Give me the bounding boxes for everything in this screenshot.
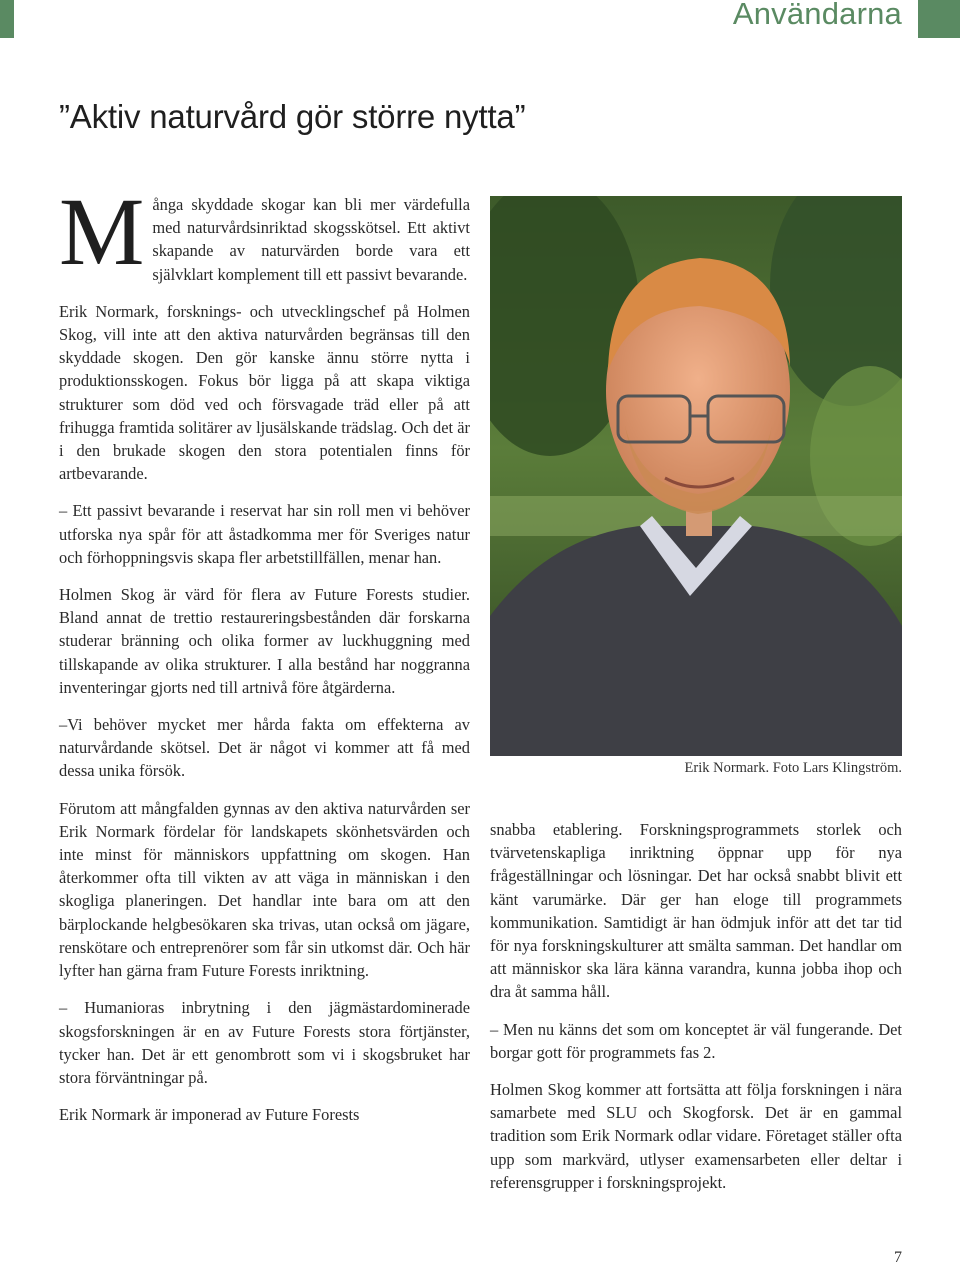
article-headline: ”Aktiv naturvård gör större nytta”: [59, 98, 526, 135]
body-paragraph: Erik Normark, forsknings- och utvecklingschef på Holmen Skog, vill inte att den aktiva naturvården begränsas till den skyddade skogen. Den gör kanske ännu större nytta i produktionsskogen. Fokus bör ligga på att skapa viktiga strukturer som död ved och försvagade träd eller på att frihugga framtida solitärer av ljusälskande trädslag. Och det är i den brukade skogen den stora potentialen finns för artbevarande.: [59, 301, 470, 484]
article-right-column: [490, 818, 902, 1208]
body-paragraph: Holmen Skog kommer att fortsätta att följa forskningen i nära samarbete med SLU och Skogforsk. Det är en gammal tradition som Erik Normark odlar vidare. Företaget ställer ofta upp som markvärd, utlyser examensarbeten eller deltar i referensgrupper i forskningsprojekt.: [490, 1080, 902, 1192]
article-left-column: [59, 178, 470, 1140]
body-paragraph: – Humanioras inbrytning i den jägmästardominerade skogsforskningen är en av Future Forests stora förtjänster, tycker han. Det är ett genombrott som vi i skogsbruket har stora förväntningar på.: [59, 998, 470, 1087]
section-header: Användarna: [732, 0, 902, 31]
body-paragraph: – Men nu känns det som om konceptet är väl fungerande. Det borgar gott för programmets fas 2.: [490, 1019, 902, 1062]
header-accent-bar-left: [0, 0, 14, 38]
photo-caption: Erik Normark. Foto Lars Klingström.: [684, 760, 902, 776]
page-number: 7: [894, 1249, 902, 1266]
intro-paragraph: [59, 178, 470, 286]
body-paragraph: –Vi behöver mycket mer hårda fakta om effekterna av naturvårdande skötsel. Det är något vi kommer att få med dessa unika försök.: [59, 715, 470, 781]
body-paragraph: Holmen Skog är värd för flera av Future Forests studier. Bland annat de trettio restaureringsbestånden där forskarna studerar bränning och olika former av luckhuggning med tillskapande av olika strukturer. I alla bestånd har noggranna inventeringar gjorts ned till artnivå före åtgärderna.: [59, 585, 470, 697]
intro-text: ånga skyddade skogar kan bli mer värdefulla med naturvårdsinriktad skogsskötsel. Ett aktivt skapande av naturvärden borde vara ett självklart komplement till ett passivt bevarande.: [152, 195, 470, 284]
drop-cap: M: [59, 178, 145, 285]
body-paragraph: Erik Normark är imponerad av Future Forests: [59, 1105, 360, 1125]
body-paragraph: – Ett passivt bevarande i reservat har sin roll men vi behöver utforska nya spår för att åstadkomma mer för Sveriges natur och förhoppningsvis skapa fler arbetstillfällen, menar han.: [59, 501, 470, 567]
header-accent-bar-right: [918, 0, 960, 38]
portrait-photo: [490, 196, 902, 756]
body-paragraph: Förutom att mångfalden gynnas av den aktiva naturvården ser Erik Normark fördelar för landskapets skönhetsvärden och inte minst för människors uppfattning om skogen. Han återkommer ofta till vikten av att väga in människan i den skogliga planeringen. Det handlar inte bara om att den bärplockande helgbesökaren ska trivas, utan också om jägare, renskötare och entreprenörer som får sin utkomst där. Och här lyfter han gärna fram Future Forests inriktning.: [59, 798, 470, 981]
body-paragraph: snabba etablering. Forskningsprogrammets storlek och tvärvetenskapliga inriktning öppnar upp för nya frågeställningar och lösningar. Det har också snabbt blivit ett känt varumärke. Där ger han eloge till programmets kommunikation. Samtidigt är han ödmjuk inför att det tar tid för nya forskningskulturer att smälta samman. Det handlar om att människor ska lära känna varandra, kunna jobba ihop och dra åt samma håll.: [490, 820, 902, 1002]
